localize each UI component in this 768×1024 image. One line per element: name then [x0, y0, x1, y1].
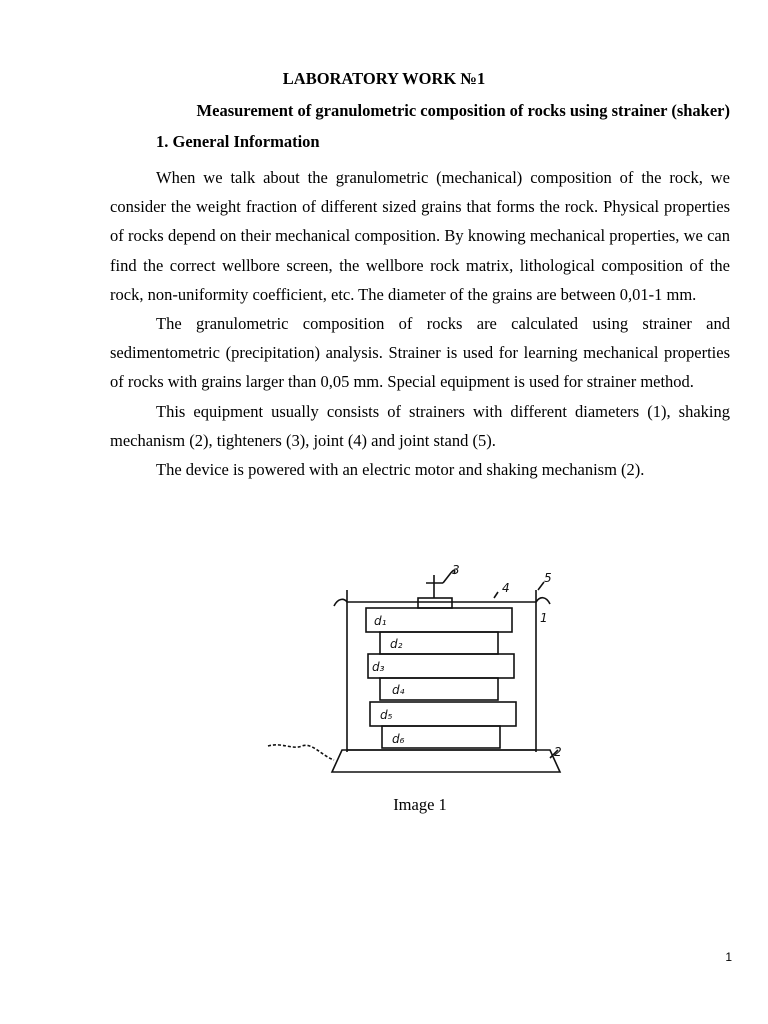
- callout-5: 5: [544, 571, 552, 585]
- shaking-base: [332, 750, 560, 772]
- section-heading: 1. General Information: [156, 132, 320, 151]
- joint-bar: [334, 598, 550, 606]
- motor-wire: [268, 745, 334, 760]
- label-d1: d₁: [374, 614, 387, 628]
- label-d5: d₅: [380, 708, 393, 722]
- document-title: LABORATORY WORK №1: [282, 69, 486, 88]
- tightener-block: [418, 598, 452, 608]
- shaker-diagram: [262, 560, 562, 786]
- paragraph: The device is powered with an electric motor and shaking mechanism (2).: [156, 460, 645, 480]
- body-text: [110, 163, 730, 484]
- strainer-d1: [366, 608, 512, 632]
- paragraph: When we talk about the granulometric (mechanical) composition of the rock, we consider the weight fraction of different sized grains that forms the rock. Physical properties of rocks depend on their mechanical composition. By knowing mechanical properties, we can find the correct wellbore screen, the wellbore rock matrix, lithological composition of the rock, non-uniformity coefficient, etc. The diameter of the grains are between 0,01-1 mm.: [110, 168, 730, 304]
- callout-1: 1: [540, 611, 548, 625]
- label-d3: d₃: [372, 660, 385, 674]
- figure-caption: Image 1: [393, 795, 447, 814]
- label-d2: d₂: [390, 637, 403, 651]
- paragraph: The granulometric composition of rocks are calculated using strainer and sedimentometric (precipitation) analysis. Strainer is used for learning mechanical properties of rocks with grains larger than 0,05 mm. Special equipment is used for strainer method.: [110, 314, 730, 392]
- callout-3: 3: [452, 563, 460, 577]
- callout-4: 4: [502, 581, 510, 595]
- document-subtitle: Measurement of granulometric composition of rocks using strainer (shaker): [196, 101, 730, 120]
- strainer-d3: [368, 654, 514, 678]
- callout-2: 2: [554, 745, 562, 759]
- label-d6: d₆: [392, 732, 405, 746]
- label-d4: d₄: [392, 683, 405, 697]
- paragraph: This equipment usually consists of strainers with different diameters (1), shaking mechanism (2), tighteners (3), joint (4) and joint stand (5).: [110, 401, 730, 450]
- page-number: 1: [725, 950, 732, 964]
